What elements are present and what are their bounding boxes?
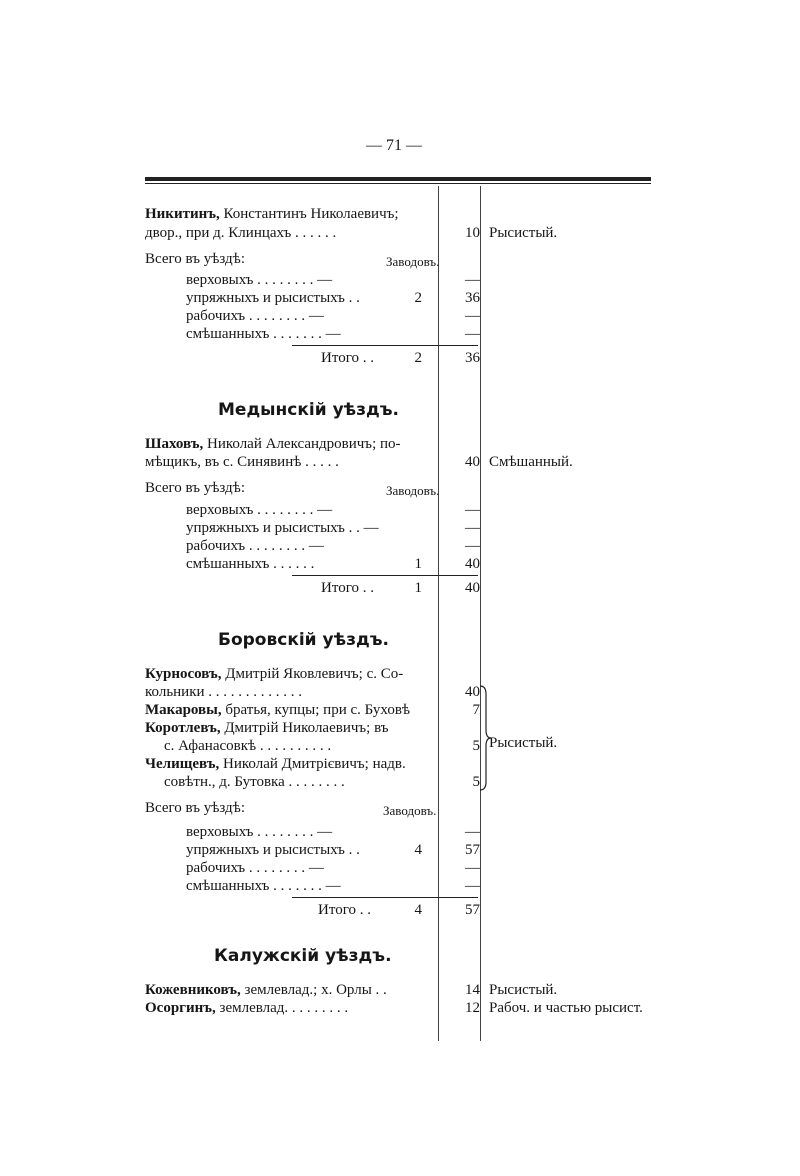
sum-rule [292, 345, 478, 346]
entry-nikitin-line1 [145, 206, 399, 223]
entry-shakhov-line2: мѣщикъ, въ с. Синявинѣ . . . . . [145, 454, 339, 470]
stud-count: 10 [465, 225, 480, 241]
itogo-horses: 57 [465, 902, 480, 918]
owner-details: землевлад. . . . . . . . . [215, 1000, 349, 1016]
horse-count: — [465, 860, 480, 876]
owner-details: Николай Дмитрієвичъ; надв. [219, 756, 406, 772]
district-heading: Боровскій уѣздъ. [218, 630, 389, 650]
top-rule [145, 177, 651, 181]
owner-details: Дмитрій Яковлевичъ; с. Со- [221, 666, 404, 682]
horse-count: 40 [465, 556, 480, 572]
category-label: упряжныхъ и рысистыхъ . . [186, 290, 360, 306]
column-divider-left [438, 186, 439, 1041]
stud-count: 4 [414, 842, 422, 858]
itogo-label: Итого . . [318, 902, 371, 918]
totals-header: Всего въ уѣздѣ: [145, 480, 245, 496]
owner-details: братья, купцы; при с. Буховѣ [221, 702, 411, 718]
stud-count: 2 [414, 290, 422, 306]
stud-count: 1 [414, 556, 422, 572]
horse-count: — [465, 326, 480, 342]
district-heading: Медынскій уѣздъ. [218, 400, 399, 420]
owner-name: Шаховъ, [145, 436, 204, 452]
stud-count: 12 [465, 1000, 480, 1016]
owner-details: Николай Александровичъ; по- [203, 436, 401, 452]
horse-count: — [465, 520, 480, 536]
stud-count: 40 [465, 454, 480, 470]
entry-kurnosov-line1 [145, 666, 403, 683]
top-rule-thin [145, 183, 651, 184]
category-label: рабочихъ . . . . . . . . — [186, 538, 324, 554]
category-label: упряжныхъ и рысистыхъ . . — [186, 520, 379, 536]
zavodov-label: Заводовъ. [386, 483, 440, 498]
owner-name: Осоргинъ, [145, 1000, 216, 1016]
sum-rule [292, 897, 478, 898]
stud-count: 7 [472, 702, 480, 718]
category-label: верховыхъ . . . . . . . . — [186, 824, 333, 840]
horse-count: — [465, 272, 480, 288]
owner-details: Константинъ Николаевичъ; [219, 206, 399, 222]
itogo-studs: 4 [414, 902, 422, 918]
owner-details: Дмитрій Николаевичъ; въ [220, 720, 389, 736]
entry-shakhov-line1 [145, 436, 401, 453]
itogo-label: Итого . . [321, 350, 374, 366]
category-label: смѣшанныхъ . . . . . . . — [186, 326, 341, 342]
entry-nikitin-line2: двор., при д. Клинцахъ . . . . . . [145, 225, 337, 241]
owner-name: Макаровы, [145, 702, 222, 718]
totals-header: Всего въ уѣздѣ: [145, 251, 245, 267]
column-divider-right [480, 186, 481, 1041]
entry-korotlev-line1 [145, 720, 389, 737]
owner-name: Курносовъ, [145, 666, 222, 682]
entry-makarovy-line1 [145, 702, 410, 719]
entry-chelishchev-line2: совѣтн., д. Бутовка . . . . . . . . [164, 774, 345, 790]
horse-count: — [465, 502, 480, 518]
horse-count: — [465, 878, 480, 894]
horse-count: — [465, 308, 480, 324]
stud-count: 5 [472, 774, 480, 790]
entry-osorgin [145, 1000, 348, 1017]
category-label: верховыхъ . . . . . . . . — [186, 502, 333, 518]
stud-count: 14 [465, 982, 480, 998]
breed-note: Рысистый. [489, 982, 558, 998]
entry-kozhevnikov [145, 982, 387, 999]
category-label: верховыхъ . . . . . . . . — [186, 272, 333, 288]
horse-count: — [465, 824, 480, 840]
owner-name: Никитинъ, [145, 206, 220, 222]
owner-name: Коротлевъ, [145, 720, 221, 736]
breed-note: Рысистый. [489, 735, 558, 751]
itogo-horses: 36 [465, 350, 480, 366]
stud-count: 40 [465, 684, 480, 700]
owner-details: землевлад.; х. Орлы . . [240, 982, 387, 998]
category-label: рабочихъ . . . . . . . . — [186, 308, 324, 324]
itogo-studs: 2 [414, 350, 422, 366]
entry-kurnosov-line2: кольники . . . . . . . . . . . . . [145, 684, 303, 700]
category-label: рабочихъ . . . . . . . . — [186, 860, 324, 876]
totals-header: Всего въ уѣздѣ: [145, 800, 245, 816]
breed-note: Рысистый. [489, 225, 558, 241]
stud-count: 5 [472, 738, 480, 754]
zavodov-label: Заводовъ. [383, 803, 437, 818]
horse-count: 57 [465, 842, 480, 858]
category-label: упряжныхъ и рысистыхъ . . [186, 842, 360, 858]
breed-note: Рабоч. и частью рысист. [489, 1000, 643, 1016]
itogo-horses: 40 [465, 580, 480, 596]
horse-count: — [465, 538, 480, 554]
owner-name: Челищевъ, [145, 756, 220, 772]
entry-chelishchev-line1 [145, 756, 406, 773]
owner-name: Кожевниковъ, [145, 982, 241, 998]
sum-rule [292, 575, 478, 576]
itogo-label: Итого . . [321, 580, 374, 596]
horse-count: 36 [465, 290, 480, 306]
category-label: смѣшанныхъ . . . . . . . — [186, 878, 341, 894]
zavodov-label: Заводовъ. [386, 254, 440, 269]
entry-korotlev-line2: с. Афанасовкѣ . . . . . . . . . . [164, 738, 332, 754]
category-label: смѣшанныхъ . . . . . . [186, 556, 315, 572]
district-heading: Калужскій уѣздъ. [214, 946, 392, 966]
page-number: — 71 — [366, 137, 422, 154]
itogo-studs: 1 [414, 580, 422, 596]
breed-note: Смѣшанный. [489, 454, 573, 470]
